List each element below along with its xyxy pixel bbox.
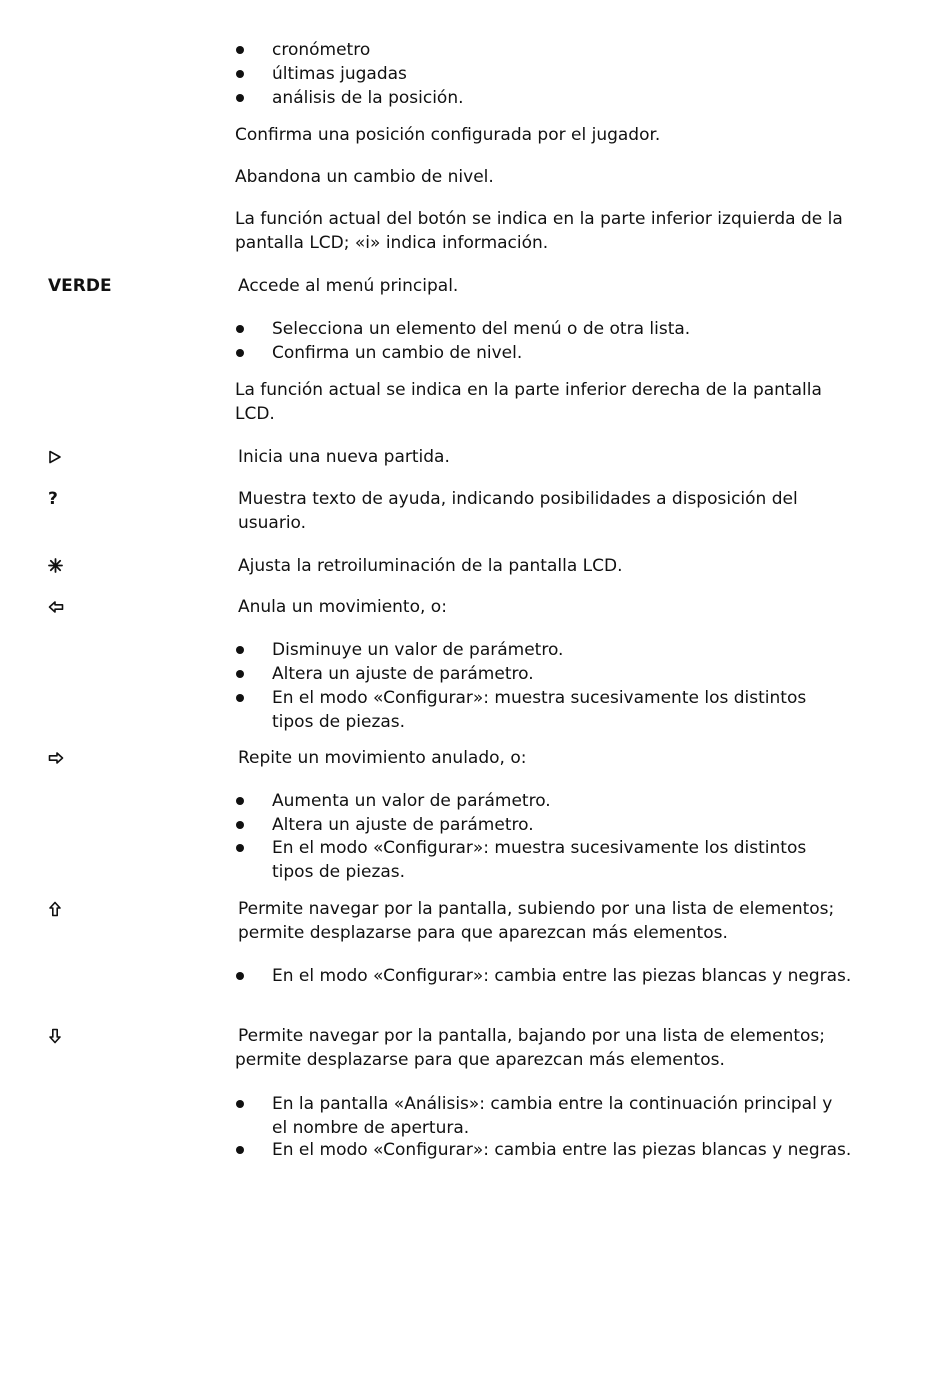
definition: Muestra texto de ayuda, indicando posibilidades a disposición del usuario.	[238, 489, 798, 533]
list-item: Altera un ajuste de parámetro.	[272, 664, 534, 684]
list-item: análisis de la posición.	[272, 88, 464, 108]
list-item: En el modo «Configurar»: muestra sucesivamente los distintos tipos de piezas.	[272, 838, 807, 882]
list-item: Aumenta un valor de parámetro.	[272, 791, 551, 811]
list-item: Disminuye un valor de parámetro.	[272, 640, 564, 660]
list-item: últimas jugadas	[272, 64, 407, 84]
bullet	[236, 670, 244, 678]
list-item: En el modo «Configurar»: muestra sucesivamente los distintos tipos de piezas.	[272, 688, 807, 732]
list-item: En el modo «Configurar»: cambia entre las piezas blancas y negras.	[272, 966, 852, 986]
bullet	[236, 844, 244, 852]
bullet	[236, 1146, 244, 1154]
definition: Permite navegar por la pantalla, bajando por una lista de elementos; permite desplazarse para que aparezcan más elementos.	[235, 1026, 825, 1070]
paragraph: La función actual del botón se indica en la parte inferior izquierda de la pantalla LCD; «i» indica información.	[235, 209, 843, 253]
arrow-right-icon	[48, 751, 64, 767]
bullet	[236, 70, 244, 78]
bullet	[236, 94, 244, 102]
list-item: En la pantalla «Análisis»: cambia entre la continuación principal y el nombre de apertura.	[272, 1094, 833, 1138]
definition: Anula un movimiento, o:	[238, 597, 447, 617]
arrow-left-icon	[48, 600, 64, 616]
definition: Repite un movimiento anulado, o:	[238, 748, 527, 768]
bullet	[236, 46, 244, 54]
bullet	[236, 646, 244, 654]
paragraph: Confirma una posición configurada por el jugador.	[235, 125, 661, 145]
bullet	[236, 349, 244, 357]
list-item: Altera un ajuste de parámetro.	[272, 815, 534, 835]
bullet	[236, 972, 244, 980]
term-verde: VERDE	[48, 276, 112, 296]
bullet	[236, 325, 244, 333]
list-item: En el modo «Configurar»: cambia entre las piezas blancas y negras.	[272, 1140, 852, 1160]
arrow-up-icon	[48, 901, 64, 917]
definition: Ajusta la retroiluminación de la pantalla LCD.	[238, 556, 623, 576]
paragraph: Abandona un cambio de nivel.	[235, 167, 494, 187]
play-triangle-icon	[48, 450, 64, 466]
list-item: cronómetro	[272, 40, 371, 60]
bullet	[236, 1100, 244, 1108]
bullet	[236, 694, 244, 702]
definition: Permite navegar por la pantalla, subiendo por una lista de elementos; permite desplazarse para que aparezcan más elementos.	[238, 899, 835, 943]
bullet	[236, 797, 244, 805]
bullet	[236, 821, 244, 829]
list-item: Selecciona un elemento del menú o de otra lista.	[272, 319, 691, 339]
list-item: Confirma un cambio de nivel.	[272, 343, 523, 363]
term-help: ?	[48, 489, 58, 509]
backlight-star-icon	[48, 558, 64, 574]
paragraph: La función actual se indica en la parte inferior derecha de la pantalla LCD.	[235, 380, 822, 424]
definition: Inicia una nueva partida.	[238, 447, 450, 467]
arrow-down-icon	[48, 1028, 64, 1044]
definition: Accede al menú principal.	[238, 276, 459, 296]
